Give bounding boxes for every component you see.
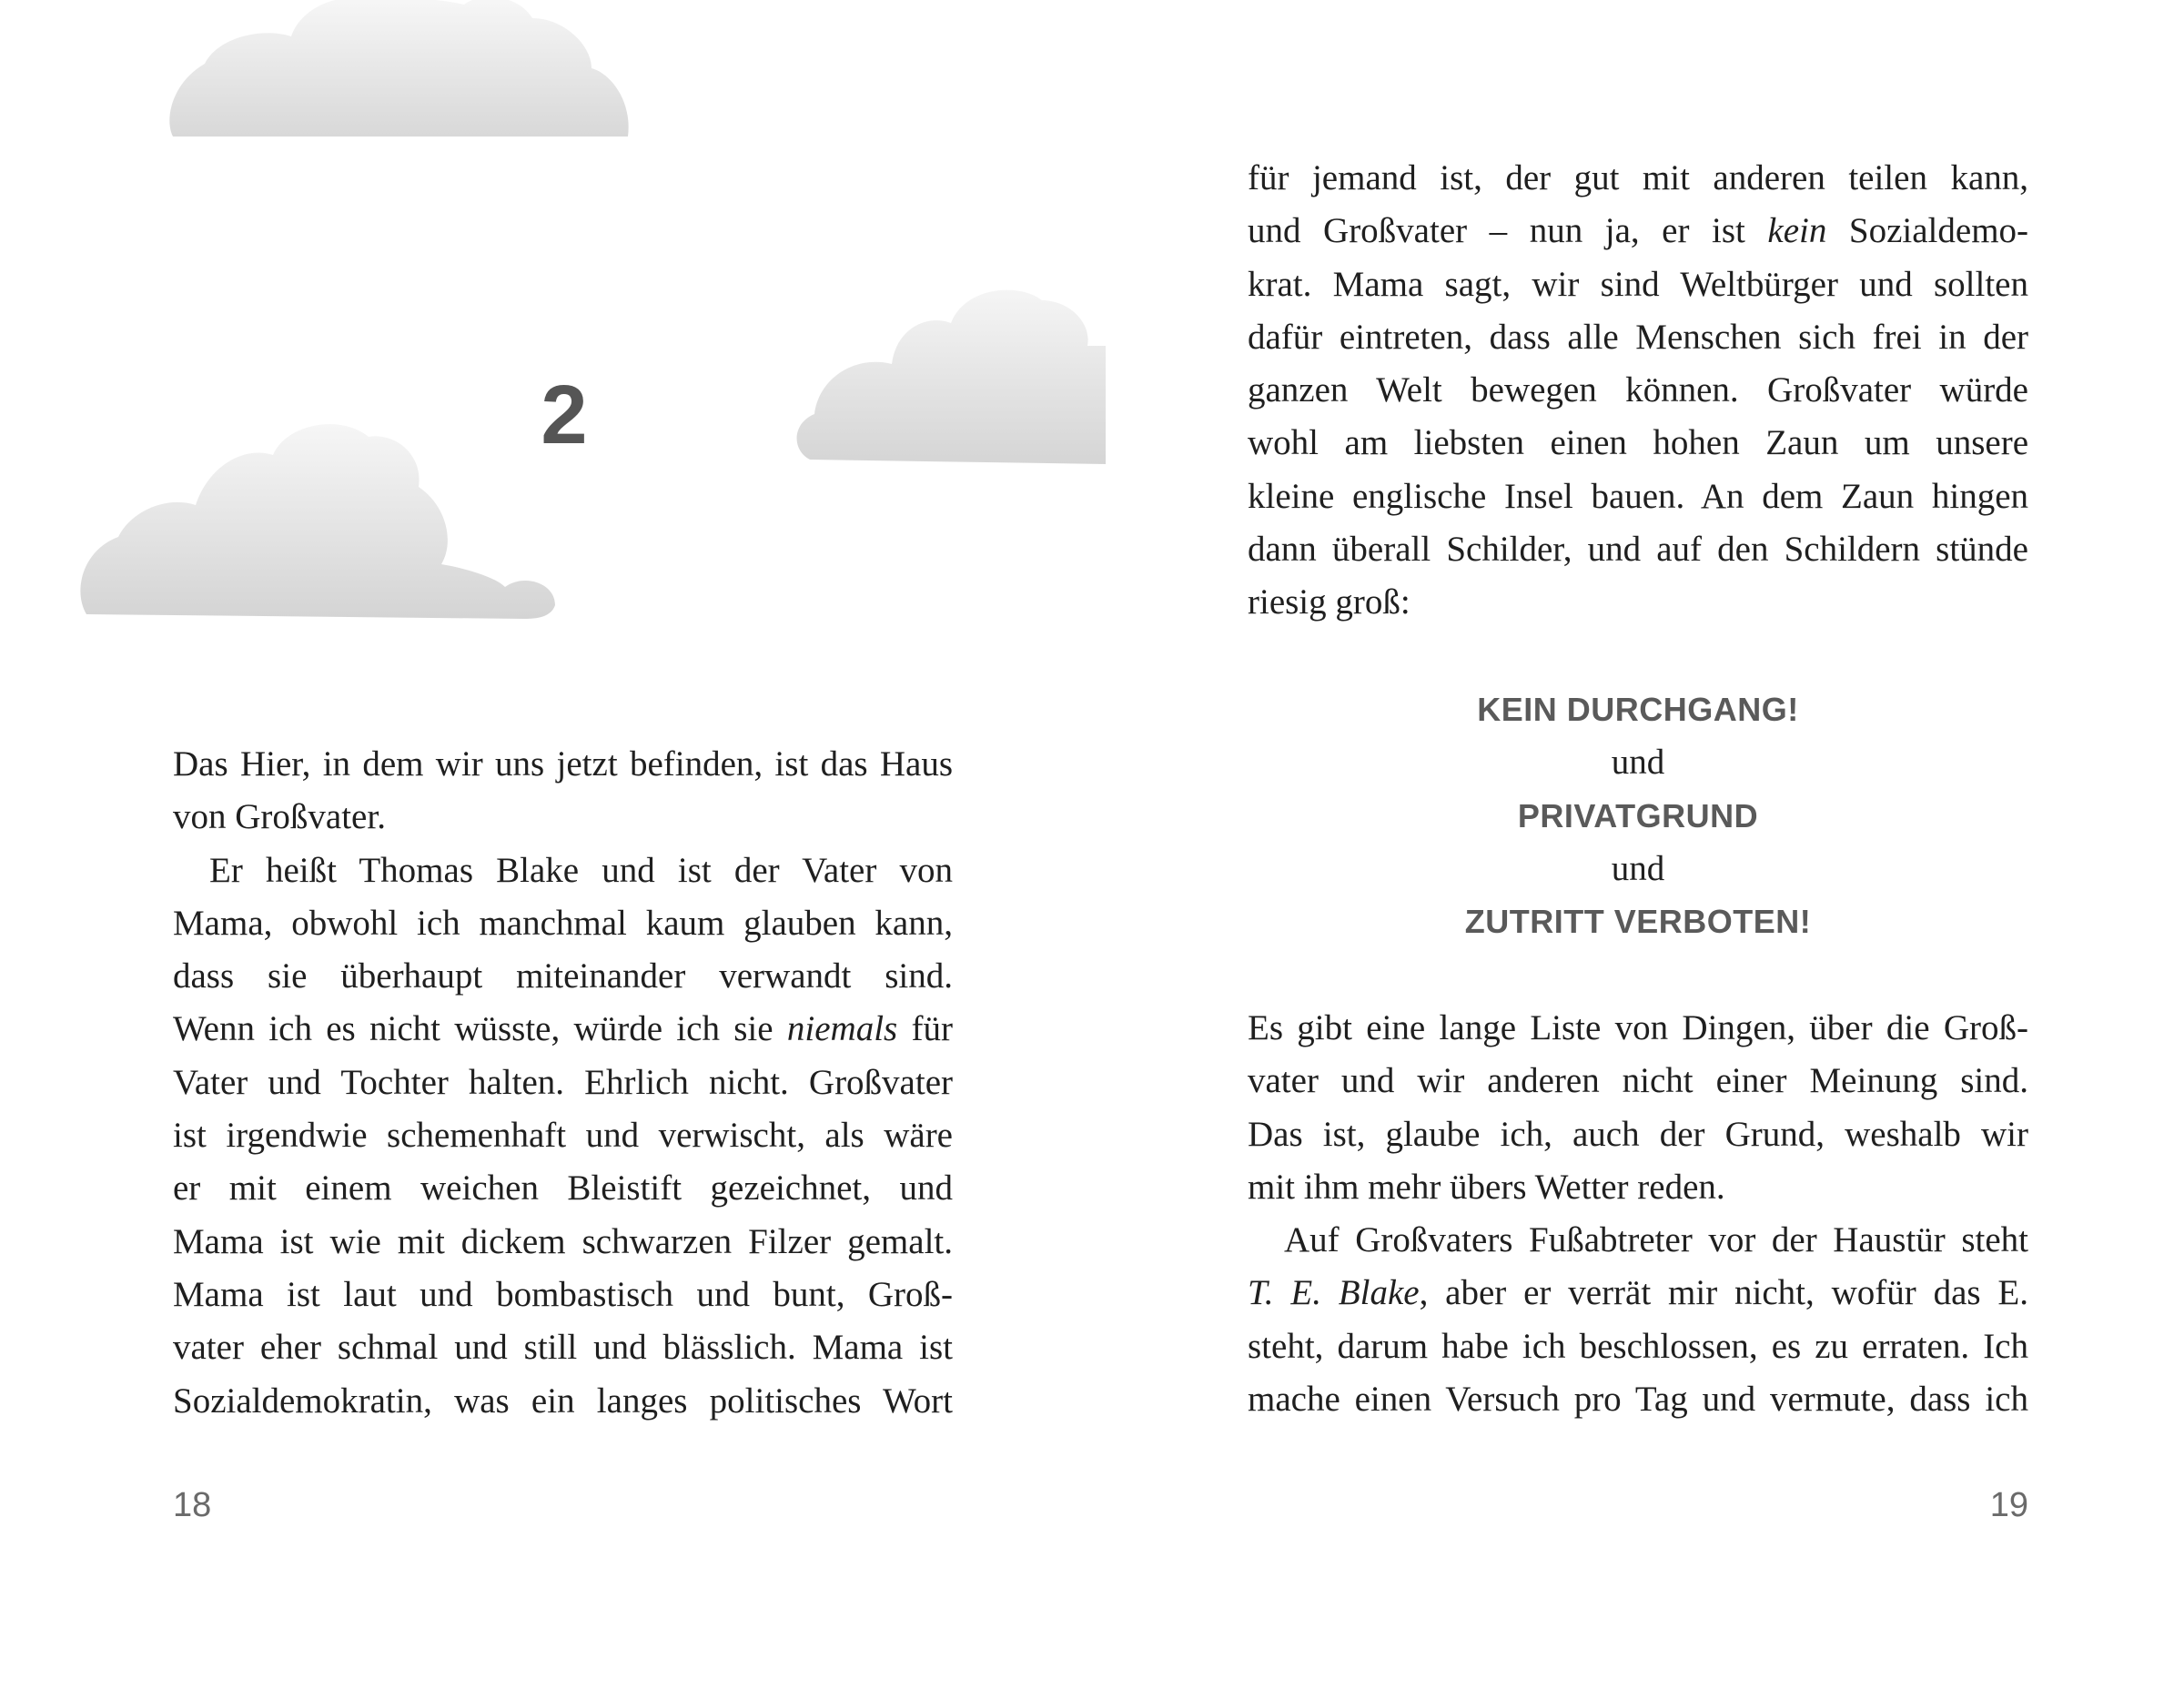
sign-no-entry: ZUTRITT VERBOTEN! — [1464, 903, 1812, 941]
text-line: ganzen Welt bewegen können. Großvater würde — [1248, 370, 2028, 410]
text-line: dann überall Schilder, und auf den Schildern stünde — [1248, 530, 2028, 570]
left-page-text — [173, 738, 953, 1428]
text-line: vater eher schmal und still und blässlich. Mama ist — [173, 1328, 953, 1368]
text-line: Mama ist laut und bombastisch und bunt, Groß- — [173, 1274, 953, 1314]
text-line: für jemand ist, der gut mit anderen teilen kann, — [1248, 158, 2028, 197]
text-segment: Wenn ich es nicht wüsste, würde ich sie — [173, 1009, 774, 1049]
text-segment: , aber er verrät mir nicht, wofür das E. — [1419, 1273, 2028, 1313]
text-line-with-emphasis — [1248, 1267, 2028, 1320]
emphasized-word: niemals — [786, 1009, 898, 1049]
text-line: dafür eintreten, dass alle Menschen sich frei in der — [1248, 317, 2028, 357]
cloud-illustration-top-left — [164, 0, 655, 150]
text-segment: Sozialdemo- — [1848, 211, 2029, 251]
page-number-left: 18 — [173, 1486, 212, 1524]
text-line: Vater und Tochter halten. Ehrlich nicht. Großvater — [173, 1062, 953, 1102]
emphasized-word: kein — [1767, 211, 1827, 251]
cloud-illustration-bottom-left — [77, 414, 569, 623]
text-line: kleine englische Insel bauen. An dem Zaun hingen — [1248, 476, 2028, 516]
text-line: mit ihm mehr übers Wetter reden. — [1248, 1167, 1725, 1207]
text-line: Auf Großvaters Fußabtreter vor der Haustür steht — [1284, 1220, 2028, 1260]
conjunction-text: und — [1611, 848, 1665, 888]
right-page-text-top — [1248, 152, 2028, 630]
cloud-illustration-right — [792, 278, 1106, 464]
sign-no-passage: KEIN DURCHGANG! — [1477, 691, 1799, 728]
page-number-right: 19 — [1989, 1486, 2028, 1524]
emphasized-name: T. E. Blake — [1248, 1273, 1420, 1313]
text-line: Er heißt Thomas Blake und ist der Vater von — [209, 850, 953, 890]
text-line: Sozialdemokratin, was ein langes politisches Wort — [173, 1380, 953, 1421]
text-line: Das ist, glaube ich, auch der Grund, weshalb wir — [1248, 1114, 2028, 1154]
text-line: wohl am liebsten einen hohen Zaun um unsere — [1248, 423, 2028, 463]
chapter-number: 2 — [541, 369, 588, 461]
sign-private-property: PRIVATGRUND — [1517, 796, 1759, 834]
right-page-text-bottom — [1248, 1002, 2028, 1426]
text-line: Mama, obwohl ich manchmal kaum glauben kann, — [173, 903, 953, 943]
text-line: Es gibt eine lange Liste von Dingen, über die Groß- — [1248, 1008, 2028, 1047]
text-line: mache einen Versuch pro Tag und vermute, dass ich — [1248, 1380, 2028, 1420]
text-line: Das Hier, in dem wir uns jetzt befinden, ist das Haus — [173, 744, 953, 784]
text-line: dass sie überhaupt miteinander verwandt sind. — [173, 956, 953, 996]
text-line: Mama ist wie mit dickem schwarzen Filzer gemalt. — [173, 1221, 953, 1261]
text-line: steht, darum habe ich beschlossen, es zu erraten. Ich — [1248, 1326, 2028, 1366]
text-segment: für — [911, 1009, 954, 1049]
text-line: riesig groß: — [1248, 582, 1410, 622]
conjunction-text: und — [1611, 743, 1665, 783]
text-line: er mit einem weichen Bleistift gezeichnet, und — [173, 1168, 953, 1209]
text-line: krat. Mama sagt, wir sind Weltbürger und sollten — [1248, 264, 2028, 304]
text-line-with-emphasis — [173, 1003, 953, 1056]
text-line: von Großvater. — [173, 797, 386, 837]
text-line-with-emphasis — [1248, 205, 2028, 258]
signs-block — [1248, 683, 2028, 948]
text-line: ist irgendwie schemenhaft und verwischt, als wäre — [173, 1116, 953, 1156]
text-line: vater und wir anderen nicht einer Meinung sind. — [1248, 1061, 2028, 1101]
text-segment: und Großvater – nun ja, er ist — [1248, 211, 1745, 251]
